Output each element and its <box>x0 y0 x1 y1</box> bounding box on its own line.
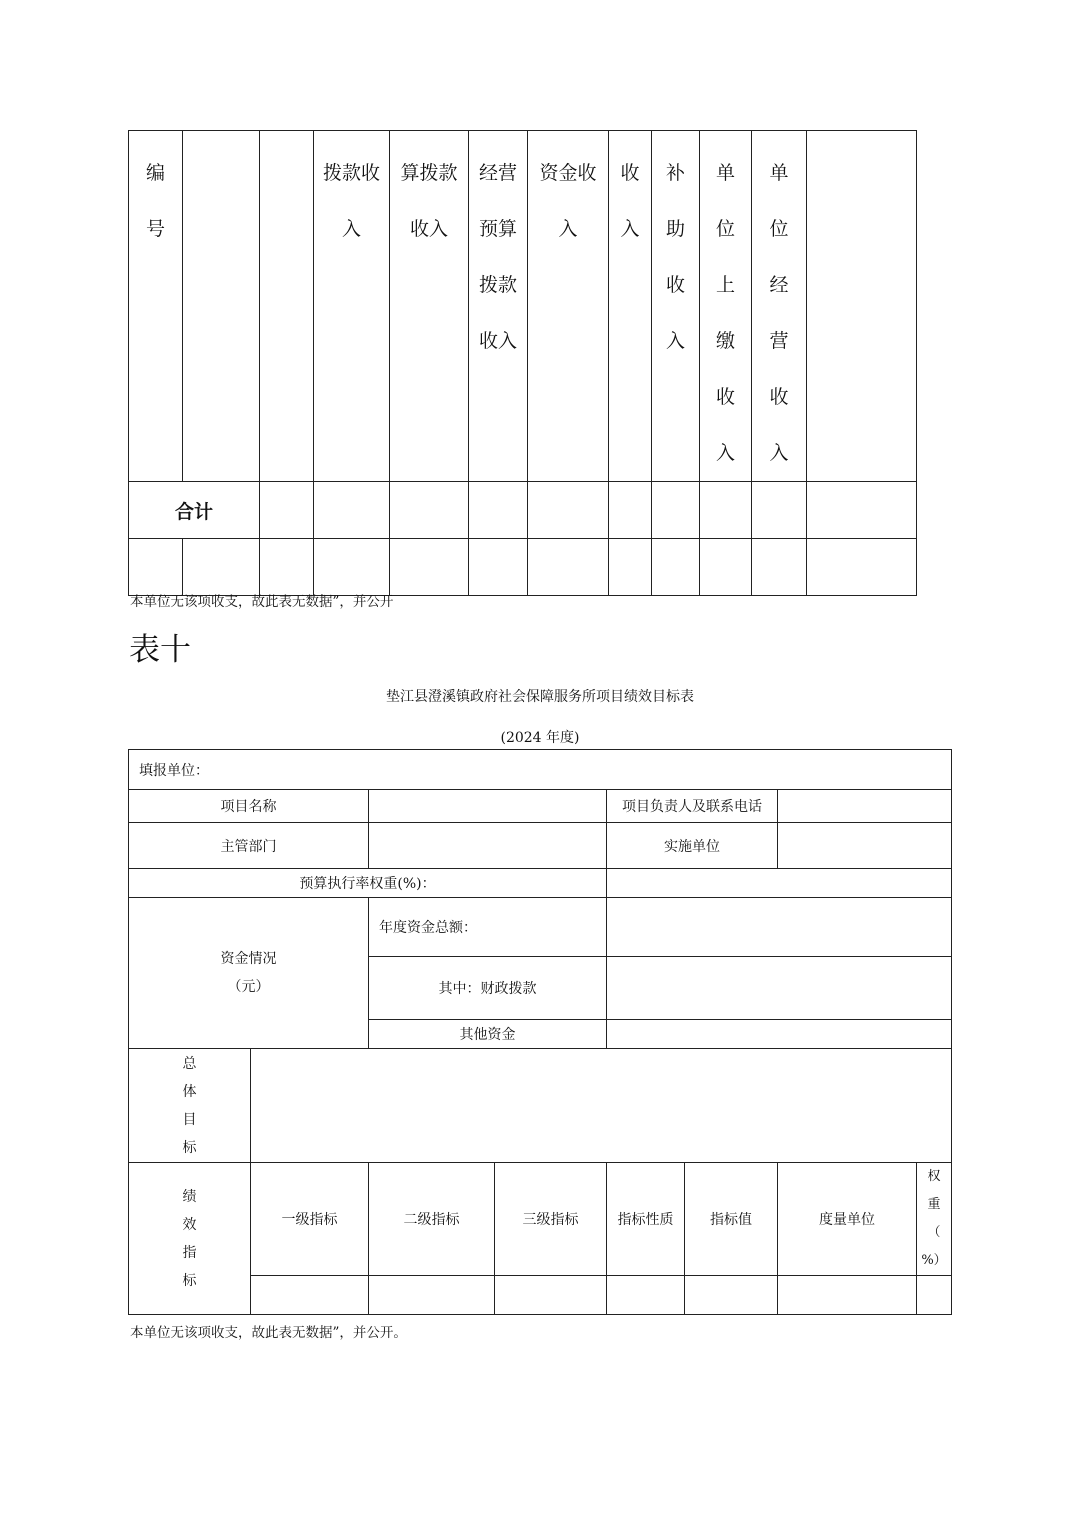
fiscal-value <box>607 957 952 1020</box>
table-cell <box>607 1276 685 1315</box>
header-cell <box>260 131 314 482</box>
indicator-empty-row <box>129 1276 952 1315</box>
fill-unit-label: 填报单位： <box>129 750 952 790</box>
project-name-label: 项目名称 <box>129 790 369 823</box>
table-cell <box>652 482 700 539</box>
annual-total-label: 年度资金总额： <box>369 898 607 957</box>
header-cell: 经营 预算 拨款 收入 <box>469 131 528 482</box>
project-contact-value <box>778 790 952 823</box>
table-cell <box>752 482 807 539</box>
table-cell <box>685 1276 778 1315</box>
budget-weight-row <box>129 869 952 898</box>
table-cell <box>700 482 752 539</box>
table-cell <box>652 539 700 596</box>
table-cell <box>917 1276 952 1315</box>
annual-total-row <box>129 898 952 957</box>
header-cell <box>807 131 917 482</box>
dept-row <box>129 823 952 869</box>
header-cell <box>183 131 260 482</box>
header-cell: 编 号 <box>129 131 183 482</box>
col-header: 三级指标 <box>495 1163 607 1276</box>
header-cell: 资金收 入 <box>528 131 609 482</box>
budget-weight-label: 预算执行率权重(%)： <box>129 869 607 898</box>
income-table <box>128 130 917 596</box>
indicator-header-row <box>129 1163 952 1276</box>
income-table-empty-row <box>129 539 917 596</box>
table-cell <box>609 482 652 539</box>
table-cell <box>390 482 469 539</box>
table-cell <box>609 539 652 596</box>
table10-title: 垫江县澄溪镇政府社会保障服务所项目绩效目标表 <box>386 689 694 705</box>
table-cell <box>495 1276 607 1315</box>
table-cell <box>314 539 390 596</box>
other-funds-label: 其他资金 <box>369 1020 607 1049</box>
table-cell <box>528 482 609 539</box>
fill-unit-row <box>129 750 952 790</box>
table-cell <box>807 539 917 596</box>
table-cell <box>390 539 469 596</box>
table-cell <box>700 539 752 596</box>
header-cell: 算拨款 收入 <box>390 131 469 482</box>
impl-unit-label: 实施单位 <box>607 823 778 869</box>
table-cell <box>129 539 183 596</box>
col-header: 权 重 （ %） <box>917 1163 952 1276</box>
table-cell <box>260 482 314 539</box>
table-cell <box>528 539 609 596</box>
fund-status-label: 资金情况 （元） <box>129 898 369 1049</box>
budget-weight-value <box>607 869 952 898</box>
table-cell <box>752 539 807 596</box>
dept-value <box>369 823 607 869</box>
overall-goal-label: 总 体 目 标 <box>129 1049 251 1163</box>
dept-label: 主管部门 <box>129 823 369 869</box>
col-header: 度量单位 <box>778 1163 917 1276</box>
table-cell <box>183 539 260 596</box>
col-header: 二级指标 <box>369 1163 495 1276</box>
income-table-total-row <box>129 482 917 539</box>
table-cell <box>260 539 314 596</box>
header-cell: 补 助 收 入 <box>652 131 700 482</box>
project-row <box>129 790 952 823</box>
header-cell: 单 位 经 营 收 入 <box>752 131 807 482</box>
fiscal-label: 其中：财政拨款 <box>369 957 607 1020</box>
other-funds-value <box>607 1020 952 1049</box>
col-header: 指标值 <box>685 1163 778 1276</box>
table-cell <box>807 482 917 539</box>
header-cell: 单 位 上 缴 收 入 <box>700 131 752 482</box>
col-header: 一级指标 <box>251 1163 369 1276</box>
overall-goal-value <box>251 1049 952 1163</box>
table-cell <box>369 1276 495 1315</box>
header-cell: 收 入 <box>609 131 652 482</box>
table10-year: (2024 年度) <box>500 730 580 746</box>
overall-goal-row <box>129 1049 952 1163</box>
table-cell <box>251 1276 369 1315</box>
table-cell <box>469 539 528 596</box>
table10-note: 本单位无该项收支，故此表无数据”，并公开。 <box>130 1325 407 1341</box>
table-cell <box>469 482 528 539</box>
header-cell: 拨款收 入 <box>314 131 390 482</box>
impl-unit-value <box>778 823 952 869</box>
table-cell <box>314 482 390 539</box>
total-label: 合计 <box>129 482 260 539</box>
annual-total-value <box>607 898 952 957</box>
perf-indicator-label: 绩 效 指 标 <box>129 1163 251 1315</box>
section-label: 表十 <box>129 632 191 668</box>
table-cell <box>778 1276 917 1315</box>
col-header: 指标性质 <box>607 1163 685 1276</box>
project-contact-label: 项目负责人及联系电话 <box>607 790 778 823</box>
project-name-value <box>369 790 607 823</box>
income-table-header-row <box>129 131 917 482</box>
table9-note: 本单位无该项收支，故此表无数据”，并公开 <box>130 594 394 610</box>
performance-table <box>128 749 952 1315</box>
